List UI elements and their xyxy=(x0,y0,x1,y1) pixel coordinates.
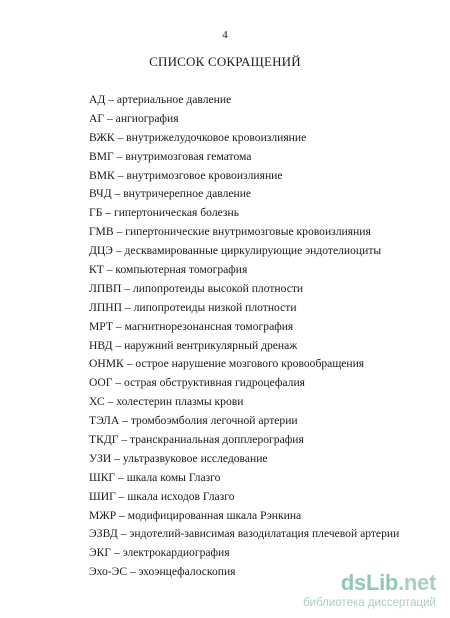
abbreviation-item xyxy=(89,525,399,544)
abbreviation-separator: – xyxy=(105,93,117,106)
abbreviation-term: АГ xyxy=(89,111,105,125)
abbreviation-definition: внутримозговая гематома xyxy=(125,149,252,163)
abbreviation-item xyxy=(89,129,399,148)
abbreviation-item xyxy=(89,261,399,280)
abbreviation-item xyxy=(89,110,399,129)
abbreviation-term: МЖР xyxy=(89,508,117,522)
abbreviation-definition: гипертонические внутримозговые кровоизлияния xyxy=(125,225,371,239)
page-title: СПИСОК СОКРАЩЕНИЙ xyxy=(149,54,301,69)
abbreviation-separator: – xyxy=(113,225,126,239)
abbreviation-term: ДЦЭ xyxy=(89,244,113,258)
abbreviation-separator: – xyxy=(104,111,116,125)
abbreviation-separator: – xyxy=(111,546,123,560)
abbreviation-definition: компьютерная томография xyxy=(115,263,248,277)
abbreviation-separator: – xyxy=(103,263,116,277)
abbreviation-definition: ангиография xyxy=(115,111,179,125)
abbreviation-definition: модифицированная шкала Рэнкина xyxy=(127,508,302,522)
abbreviation-separator: – xyxy=(127,565,139,579)
abbreviation-term: ВЖК xyxy=(89,130,115,144)
abbreviation-separator: – xyxy=(123,357,136,371)
abbreviation-item xyxy=(89,337,399,356)
abbreviation-definition: липопротеиды высокой плотности xyxy=(132,281,304,295)
abbreviation-term: ВМГ xyxy=(89,149,114,163)
abbreviation-definition: транскраниальная допплерография xyxy=(130,433,304,447)
abbreviation-definition: эндотелий-зависимая вазодилатация плечевой артерии xyxy=(129,527,400,541)
abbreviation-separator: – xyxy=(104,395,117,409)
abbreviation-definition: холестерин плазмы крови xyxy=(116,395,244,409)
abbreviation-definition: внутрижелудочковое кровоизлияние xyxy=(126,130,307,144)
abbreviation-definition: наружний вентрикулярный дренаж xyxy=(124,338,298,352)
abbreviation-definition: шкала комы Глазго xyxy=(126,470,221,484)
abbreviation-separator: – xyxy=(114,168,127,182)
abbreviation-definition: магнитнорезонансная томография xyxy=(124,319,294,333)
abbreviation-separator: – xyxy=(121,300,134,314)
abbreviation-item xyxy=(89,299,399,318)
abbreviation-separator: – xyxy=(111,451,123,465)
abbreviation-definition: электрокардиография xyxy=(122,546,230,560)
abbreviation-term: ВЧД xyxy=(89,187,112,201)
abbreviation-item xyxy=(89,91,399,110)
abbreviation-definition: острая обструктивная гидроцефалия xyxy=(124,376,305,390)
abbreviation-definition: тромбоэмболия легочной артерии xyxy=(130,414,298,428)
abbreviation-definition: ультразвуковое исследование xyxy=(122,451,268,465)
abbreviation-item xyxy=(89,318,399,337)
abbreviation-separator: – xyxy=(114,130,127,144)
abbreviation-term: Эхо-ЭС xyxy=(89,565,128,579)
abbreviation-item xyxy=(89,167,399,186)
abbreviation-definition: эхоэнцефалоскопия xyxy=(138,565,236,579)
abbreviation-separator: – xyxy=(111,187,124,201)
abbreviation-term: МРТ xyxy=(89,319,113,333)
abbreviation-definition: острое нарушение мозгового кровообращения xyxy=(135,357,365,371)
abbreviation-term: ООГ xyxy=(89,376,113,390)
watermark xyxy=(303,571,436,610)
abbreviation-term: ЛПВП xyxy=(89,281,122,295)
abbreviation-item xyxy=(89,148,399,167)
abbreviation-item xyxy=(89,204,399,223)
abbreviation-item xyxy=(89,374,399,393)
abbreviation-separator: – xyxy=(118,433,131,447)
abbreviation-term: ТКДГ xyxy=(89,433,119,447)
abbreviation-item xyxy=(89,355,399,374)
abbreviation-term: ОНМК xyxy=(89,357,124,371)
abbreviation-item xyxy=(89,242,399,261)
abbreviation-term: ЭКГ xyxy=(89,546,112,560)
abbreviation-item xyxy=(89,507,399,526)
abbreviation-separator: – xyxy=(119,414,131,428)
abbreviation-term: ХС xyxy=(89,395,105,409)
abbreviation-separator: – xyxy=(112,338,125,352)
abbreviation-term: АД xyxy=(89,93,106,106)
abbreviation-term: ШИГ xyxy=(89,489,116,503)
watermark-subtitle: библиотека диссертаций xyxy=(303,597,436,609)
abbreviation-separator: – xyxy=(115,489,128,503)
abbreviation-item xyxy=(89,488,399,507)
abbreviation-separator: – xyxy=(117,527,130,541)
abbreviation-list xyxy=(89,91,399,582)
watermark-logo-part-b: .net xyxy=(398,570,436,595)
abbreviation-item xyxy=(89,280,399,299)
abbreviation-item xyxy=(89,223,399,242)
abbreviation-definition: липопротеиды низкой плотности xyxy=(133,300,297,314)
abbreviation-item xyxy=(89,412,399,431)
abbreviation-item xyxy=(89,393,399,412)
abbreviation-item xyxy=(89,544,399,563)
abbreviation-item xyxy=(89,469,399,488)
abbreviation-term: ЛПНП xyxy=(89,300,122,314)
abbreviation-term: ШКГ xyxy=(89,470,116,484)
abbreviation-item xyxy=(89,450,399,469)
abbreviation-definition: артериальное давление xyxy=(116,93,232,106)
abbreviation-separator: – xyxy=(121,281,133,295)
abbreviation-term: ГМВ xyxy=(89,225,114,239)
abbreviation-item xyxy=(89,431,399,450)
abbreviation-separator: – xyxy=(112,319,125,333)
abbreviation-term: ЭЗВД xyxy=(89,527,118,541)
watermark-logo xyxy=(303,571,436,595)
watermark-logo-part-a: dsLib xyxy=(340,570,399,595)
abbreviation-term: ВМК xyxy=(89,168,115,182)
abbreviation-separator: – xyxy=(116,508,128,522)
abbreviation-definition: шкала исходов Глазго xyxy=(127,489,235,503)
abbreviation-term: УЗИ xyxy=(89,451,112,465)
abbreviation-definition: внутричерепное давление xyxy=(123,187,252,201)
abbreviation-definition: десквамированные циркулирующие эндотелиоциты xyxy=(124,244,382,258)
abbreviation-separator: – xyxy=(113,149,126,163)
page-number: 4 xyxy=(222,29,228,41)
abbreviation-separator: – xyxy=(112,376,125,390)
abbreviation-term: ТЭЛА xyxy=(89,414,120,428)
abbreviation-term: ГБ xyxy=(89,206,103,220)
abbreviation-separator: – xyxy=(115,470,127,484)
abbreviation-term: НВД xyxy=(89,338,113,352)
abbreviation-item xyxy=(89,185,399,204)
abbreviation-separator: – xyxy=(112,244,125,258)
abbreviation-separator: – xyxy=(102,206,114,220)
abbreviation-term: КТ xyxy=(89,263,104,277)
abbreviation-definition: гипертоническая болезнь xyxy=(113,206,239,220)
abbreviation-definition: внутримозговое кровоизлияние xyxy=(126,168,283,182)
